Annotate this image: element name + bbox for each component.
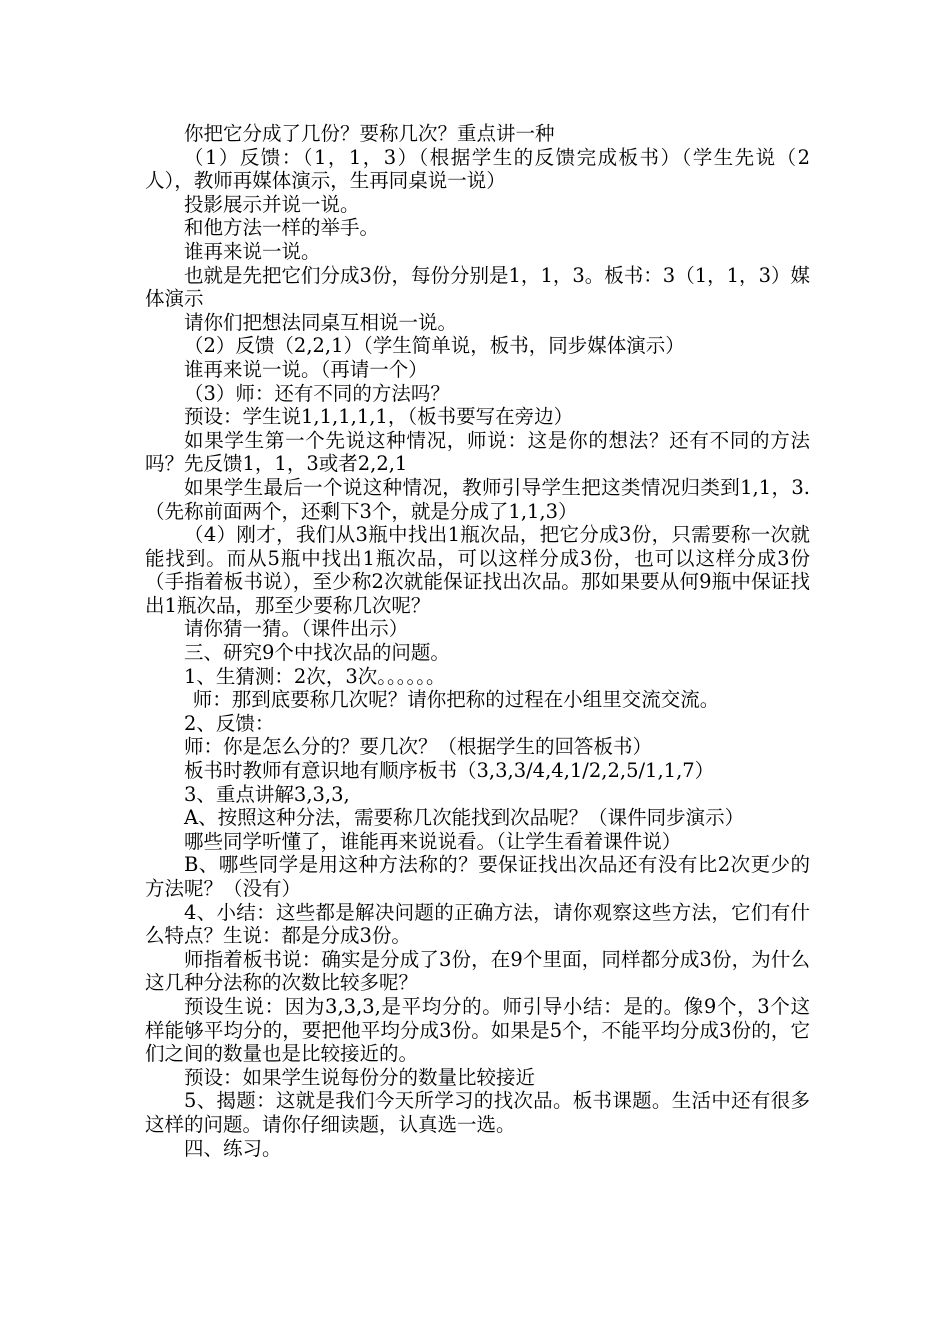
paragraph: 谁再来说一说。（再请一个） — [184, 357, 428, 381]
paragraph: 和他方法一样的举手。 — [184, 216, 380, 240]
paragraph: 请你猜一猜。（课件出示） — [184, 617, 409, 641]
paragraph: 你把它分成了几份？要称几次？重点讲一种 — [184, 122, 555, 145]
paragraph: 如果学生最后一个说这种情况，教师引导学生把这类情况归类到1,1，3.（先称前面两个，还剩下3个，就是分成了1,1,3） — [145, 475, 810, 523]
paragraph: 请你们把想法同桌互相说一说。 — [184, 310, 458, 334]
paragraph: B、哪些同学是用这种方法称的？要保证找出次品还有没有比2次更少的方法呢？（没有） — [145, 853, 810, 900]
paragraph: 谁再来说一说。 — [184, 239, 321, 263]
paragraph: 1、生猜测：2次，3次。。。。。。 — [184, 664, 446, 688]
paragraph: 预设生说：因为3,3,3,是平均分的。师引导小结：是的。像9个，3个这样能够平均分的，要把他平均分成3份。如果是5个，不能平均分成3份的，它们之间的数量也是比较接近的。 — [145, 994, 810, 1066]
document-body — [145, 122, 810, 1160]
paragraph: 也就是先把它们分成3份，每份分别是1，1，3。板书：3（1，1，3）媒体演示 — [145, 263, 810, 311]
paragraph: 师：你是怎么分的？要几次？（根据学生的回答板书） — [184, 735, 653, 759]
paragraph: 师：那到底要称几次呢？请你把称的过程在小组里交流交流。 — [192, 688, 720, 712]
paragraph: 3、重点讲解3,3,3, — [184, 782, 350, 806]
section-heading: 三、研究9个中找次品的问题。 — [184, 641, 450, 665]
paragraph: （3）师：还有不同的方法吗？ — [184, 381, 450, 405]
paragraph: （4）刚才，我们从3瓶中找出1瓶次品，把它分成3份，只需要称一次就能找到。而从5瓶中找出1瓶次品，可以这样分成3份，也可以这样分成3份（手指着板书说），至少称2次就能保证找出次品。那如果要从何9瓶中保证找出1瓶次品，那至少要称几次呢？ — [145, 523, 810, 617]
paragraph: （2）反馈（2,2,1）（学生简单说，板书，同步媒体演示） — [184, 334, 685, 358]
paragraph: 哪些同学听懂了，谁能再来说说看。（让学生看着课件说） — [184, 829, 682, 853]
section-heading: 四、练习。 — [184, 1136, 282, 1160]
paragraph: 师指着板书说：确实是分成了3份，在9个里面，同样都分成3份，为什么这几种分法称的次数比较多呢？ — [145, 947, 810, 995]
paragraph: 预设：学生说1,1,1,1,1，（板书要写在旁边） — [184, 405, 574, 429]
paragraph: 4、小结：这些都是解决问题的正确方法，请你观察这些方法，它们有什么特点？生说：都是分成3份。 — [145, 900, 810, 948]
paragraph: 5、揭题：这就是我们今天所学习的找次品。板书课题。生活中还有很多这样的问题。请你仔细读题，认真选一选。 — [145, 1089, 810, 1136]
paragraph: 2、反馈： — [184, 711, 275, 735]
paragraph: 投影展示并说一说。 — [184, 192, 360, 216]
paragraph: 如果学生第一个先说这种情况，师说：这是你的想法？还有不同的方法吗？先反馈1，1，3或者2,2,1 — [145, 428, 810, 476]
paragraph: （1）反馈：（1，1，3）（根据学生的反馈完成板书）（学生先说（2人），教师再媒体演示，生再同桌说一说） — [145, 145, 810, 193]
paragraph: 预设：如果学生说每份分的数量比较接近 — [184, 1065, 536, 1089]
paragraph: A、按照这种分法，需要称几次能找到次品呢？（课件同步演示） — [184, 806, 745, 830]
paragraph: 板书时教师有意识地有顺序板书（3,3,3/4,4,1/2,2,5/1,1,7） — [184, 759, 715, 783]
